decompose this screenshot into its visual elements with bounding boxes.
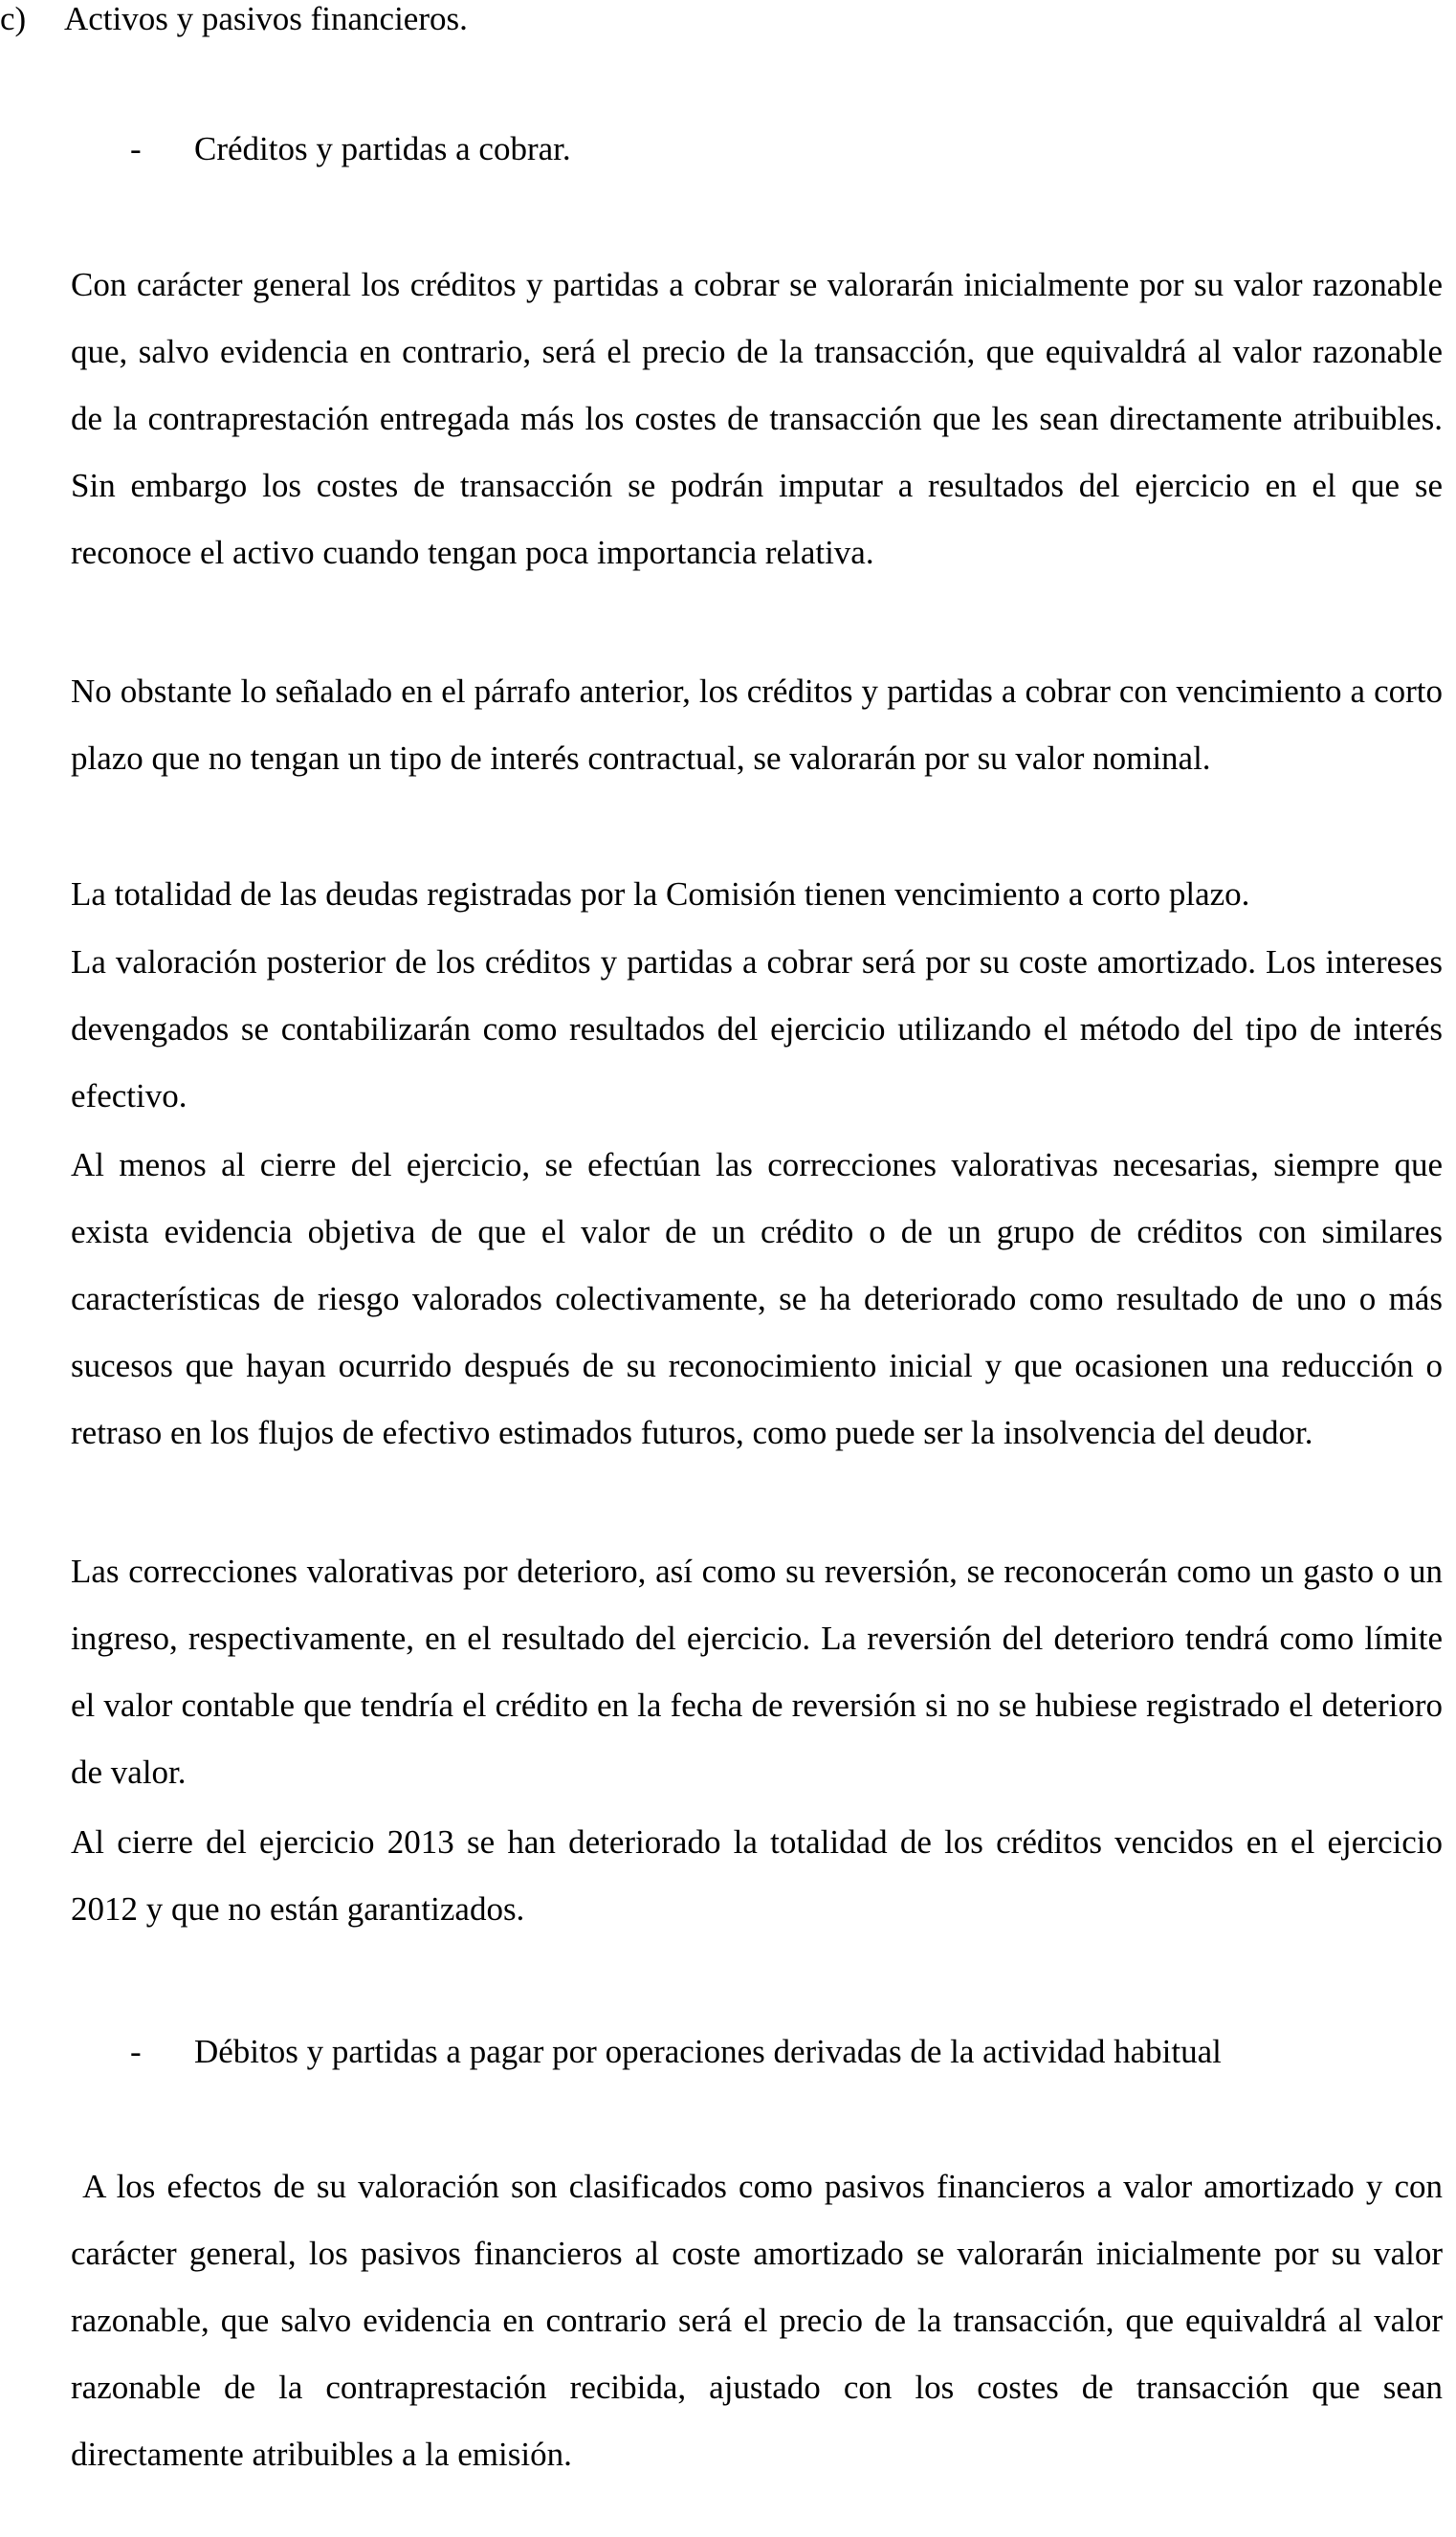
subsection-dash: - bbox=[130, 2033, 142, 2070]
subsection-dash: - bbox=[130, 130, 142, 167]
section-title: Activos y pasivos financieros. bbox=[64, 0, 468, 37]
paragraph: Las correcciones valorativas por deterioro, así como su reversión, se reconocerán como un gasto o un ingreso, respectivamente, en el resultado del ejercicio. La reversión del deterioro tendrá como límite el valor contable que tendría el crédito en la fecha de reversión si no se hubiese registrado el deterioro de valor. bbox=[71, 1553, 1443, 1791]
section-heading bbox=[0, 0, 468, 38]
section-marker: c) bbox=[0, 0, 27, 37]
subsection-title: Créditos y partidas a cobrar. bbox=[194, 130, 571, 167]
subsection-heading-creditos bbox=[130, 130, 571, 168]
paragraph: La valoración posterior de los créditos y partidas a cobrar será por su coste amortizado. Los intereses devengados se contabilizarán como resultados del ejercicio utilizando el método del tipo de interés efectivo. bbox=[71, 943, 1443, 1114]
paragraph: Al cierre del ejercicio 2013 se han deteriorado la totalidad de los créditos vencidos en el ejercicio 2012 y que no están garantizados. bbox=[71, 1823, 1443, 1928]
subsection-heading-debitos bbox=[130, 2033, 1222, 2071]
paragraph: No obstante lo señalado en el párrafo anterior, los créditos y partidas a cobrar con vencimiento a corto plazo que no tengan un tipo de interés contractual, se valorarán por su valor nominal. bbox=[71, 673, 1443, 777]
paragraph: La totalidad de las deudas registradas por la Comisión tienen vencimiento a corto plazo. bbox=[71, 875, 1250, 913]
paragraph: Con carácter general los créditos y partidas a cobrar se valorarán inicialmente por su valor razonable que, salvo evidencia en contrario, será el precio de la transacción, que equivaldrá al valor razonable de la contraprestación entregada más los costes de transacción que les sean directamente atribuibles. Sin embargo los costes de transacción se podrán imputar a resultados del ejercicio en el que se reconoce el activo cuando tengan poca importancia relativa. bbox=[71, 266, 1443, 571]
paragraph: Al menos al cierre del ejercicio, se efectúan las correcciones valorativas necesarias, siempre que exista evidencia objetiva de que el valor de un crédito o de un grupo de créditos con similares características de riesgo valorados colectivamente, se ha deteriorado como resultado de uno o más sucesos que hayan ocurrido después de su reconocimiento inicial y que ocasionen una reducción o retraso en los flujos de efectivo estimados futuros, como puede ser la insolvencia del deudor. bbox=[71, 1146, 1443, 1451]
subsection-title: Débitos y partidas a pagar por operaciones derivadas de la actividad habitual bbox=[194, 2033, 1222, 2070]
paragraph: A los efectos de su valoración son clasificados como pasivos financieros a valor amortizado y con carácter general, los pasivos financieros al coste amortizado se valorarán inicialmente por su valor razonable, que salvo evidencia en contrario será el precio de la transacción, que equivaldrá al valor razonable de la contraprestación recibida, ajustado con los costes de transacción que sean directamente atribuibles a la emisión. bbox=[71, 2168, 1451, 2473]
